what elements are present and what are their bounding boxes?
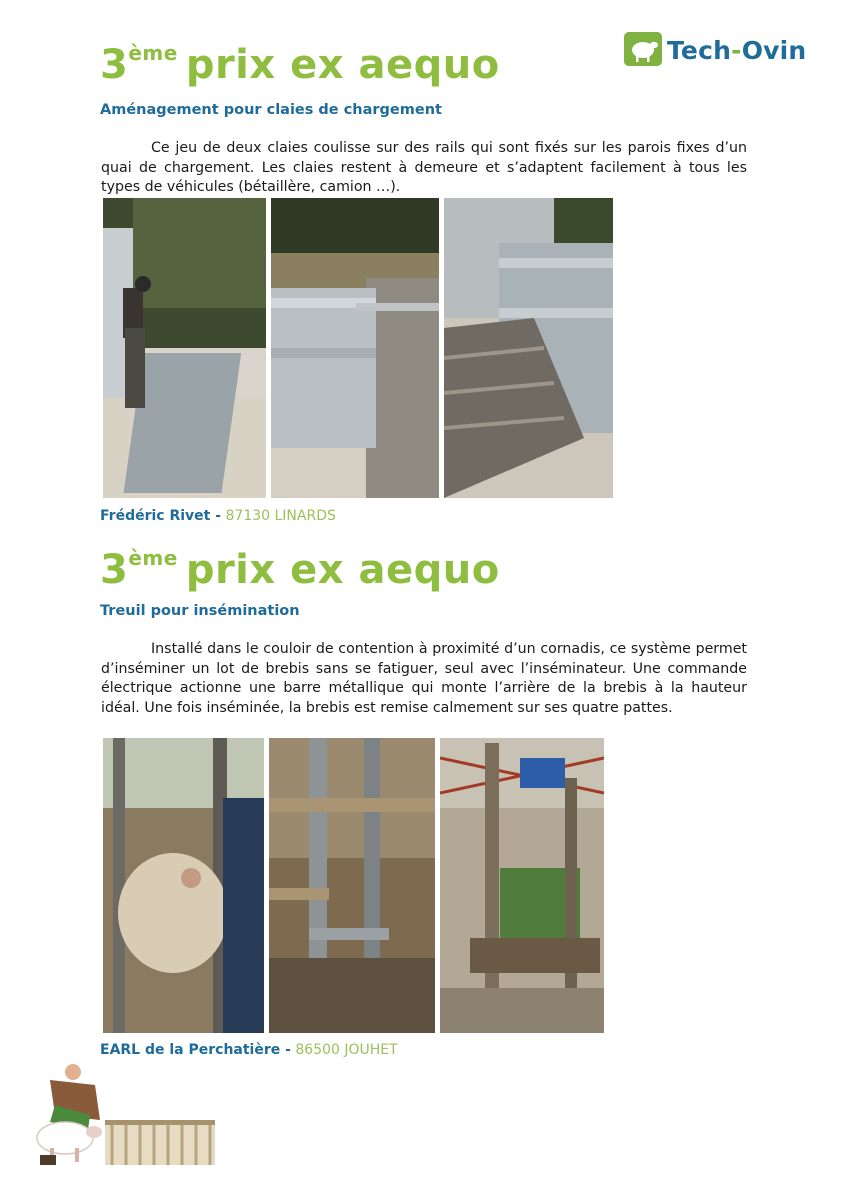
prize-heading-1: 3ème prix ex aequo <box>100 41 500 88</box>
sheep-logo-icon <box>624 32 662 66</box>
section-paragraph-2: Installé dans le couloir de contention à proximité d’un cornadis, ce système permet d’inséminer un lot de brebis sans se fatiguer, seul avec l’inséminateur. Une commande électrique actionne une barre métallique qui monte l’arrière de la brebis à la hauteur idéal. Une fois inséminée, la brebis est remise calmement sur ses quatre pattes. <box>101 641 747 716</box>
tech-ovin-logo <box>624 32 824 72</box>
prize-heading-2: 3ème prix ex aequo <box>100 546 500 593</box>
photo-sheep-insemination <box>103 738 264 1033</box>
photo-sliding-gate-rail <box>271 198 439 498</box>
logo-text: Tech-Ovin <box>667 36 807 65</box>
credit-1: Frédéric Rivet - 87130 LINARDS <box>100 508 336 524</box>
section-subtitle-1: Aménagement pour claies de chargement <box>100 102 442 118</box>
section-paragraph-1: Ce jeu de deux claies coulisse sur des rails qui sont fixés sur les parois fixes d’un quai de chargement. Les claies restent à demeure et s’adaptent facilement à tous les types de véhicules (bétaillère, camion …). <box>101 140 747 195</box>
photo-ramp-and-truck <box>444 198 613 498</box>
photo-winch-frame <box>440 738 604 1033</box>
photo-loading-ramp-farmer <box>103 198 266 498</box>
shepherd-sheep-illustration <box>30 1060 220 1170</box>
section-subtitle-2: Treuil pour insémination <box>100 603 300 619</box>
photo-restraint-corridor <box>269 738 435 1033</box>
credit-2: EARL de la Perchatière - 86500 JOUHET <box>100 1042 398 1058</box>
